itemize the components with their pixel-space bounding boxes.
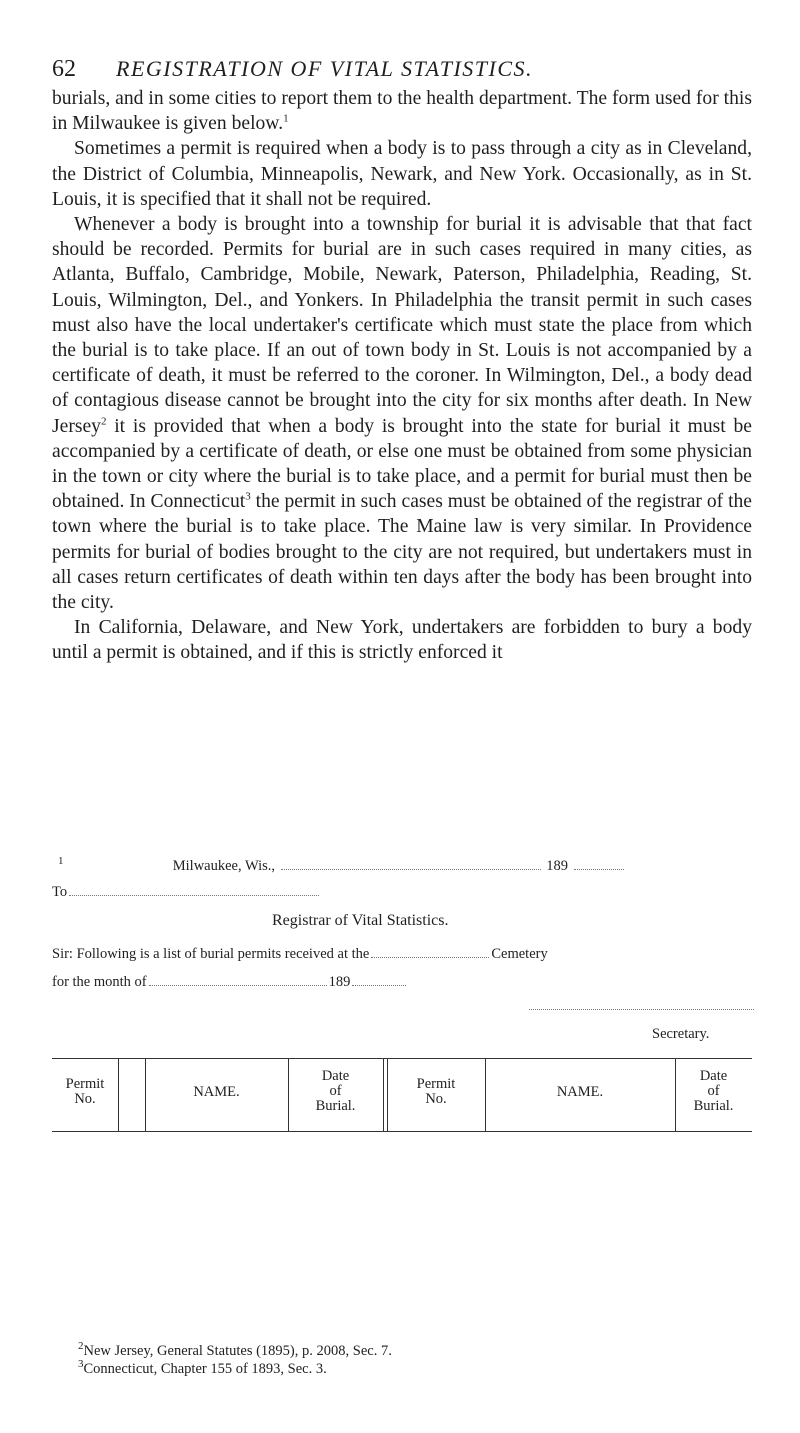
form-secretary-label: Secretary. (652, 1026, 710, 1042)
footnote-mark: 1 (283, 112, 289, 125)
running-title: REGISTRATION OF VITAL STATISTICS. (116, 56, 534, 81)
form-to-label: To (52, 884, 68, 900)
paragraph: Whenever a body is brought into a township for burial it is advisable that that fact should be recorded. Permits for burial are in such cases required in many cities, as Atlanta, Buffalo, Cambridge, Mobile, Newark, Paterson, Philadelphia, Reading, St. Louis, Wilmington, Del., and Yonkers. In Philadelphia the transit permit in such cases must also have the local undertaker's certificate which must state the place from which the burial is to take place. If an out of town body in St. Louis is not accompanied by a certificate of death, it must be referred to the coroner. In Wilmington, Del., a body dead of contagious disease cannot be brought into the city for six months after death. In New Jersey$^2$ it is provided that when a body is brought into the state for burial it must be accompanied by a certificate of death, or else one must be obtained from some physician in the town or city where the burial is to take place, and a permit for burial must then be obtained. In Connecticut$^3$ the permit in such cases must be obtained of the registrar of the town where the burial is to take place. The Maine law is very similar. In Providence permits for burial of bodies brought to the city are not required, but undertakers must in all cases return certificates of death within ten days after the body has been brought into the city. (52, 214, 753, 614)
paragraph: Sometimes a permit is required when a body is to pass through a city as in Cleveland, the District of Columbia, Minneapolis, Newark, and New York. Occasionally, as in St. Louis, it is specified that it shall not be required. (52, 138, 752, 210)
footnote-mark: 2 (100, 415, 107, 428)
form-salutation-line: Sir: Following is a list of burial permits received at the Cemetery (52, 946, 548, 962)
footnote-mark: 3 (245, 490, 251, 503)
form-footnote-mark: 1 (58, 855, 64, 868)
form-addressee: Registrar of Vital Statistics. (272, 912, 449, 929)
footnote: $^2$New Jersey, General Statutes (1895), p. 2008, Sec. 7. (78, 1340, 392, 1359)
column-header-name: NAME. (556, 1084, 604, 1100)
column-header-permit-no: Permit No. (416, 1076, 456, 1107)
permit-table (52, 1058, 752, 1132)
form-cemetery-label: Cemetery (491, 946, 548, 962)
page-header (52, 56, 752, 84)
column-header-date-of-burial: Date of Burial. (315, 1068, 356, 1114)
form-month-line: for the month of 189 (52, 974, 408, 991)
body-text (52, 86, 752, 666)
form-year: 189 (546, 858, 568, 874)
footnote: $^3$Connecticut, Chapter 155 of 1893, Sec. 3. (78, 1358, 327, 1377)
footnotes (78, 1342, 392, 1378)
paragraph: burials, and in some cities to report them to the health department. The form used for this in Milwaukee is given below.$^1$ (52, 88, 752, 135)
form-signature-line (527, 998, 756, 1015)
page-number: 62 (52, 56, 76, 82)
column-header-permit-no: Permit No. (65, 1076, 105, 1107)
form-to-line (52, 884, 321, 901)
column-header-name: NAME. (193, 1084, 240, 1100)
form-place: Milwaukee, Wis., (172, 858, 275, 874)
column-header-date-of-burial: Date of Burial. (693, 1068, 734, 1114)
form-place-line (58, 855, 626, 875)
paragraph: In California, Delaware, and New York, undertakers are forbidden to bury a body until a permit is obtained, and if this is strictly enforced it (52, 617, 752, 664)
